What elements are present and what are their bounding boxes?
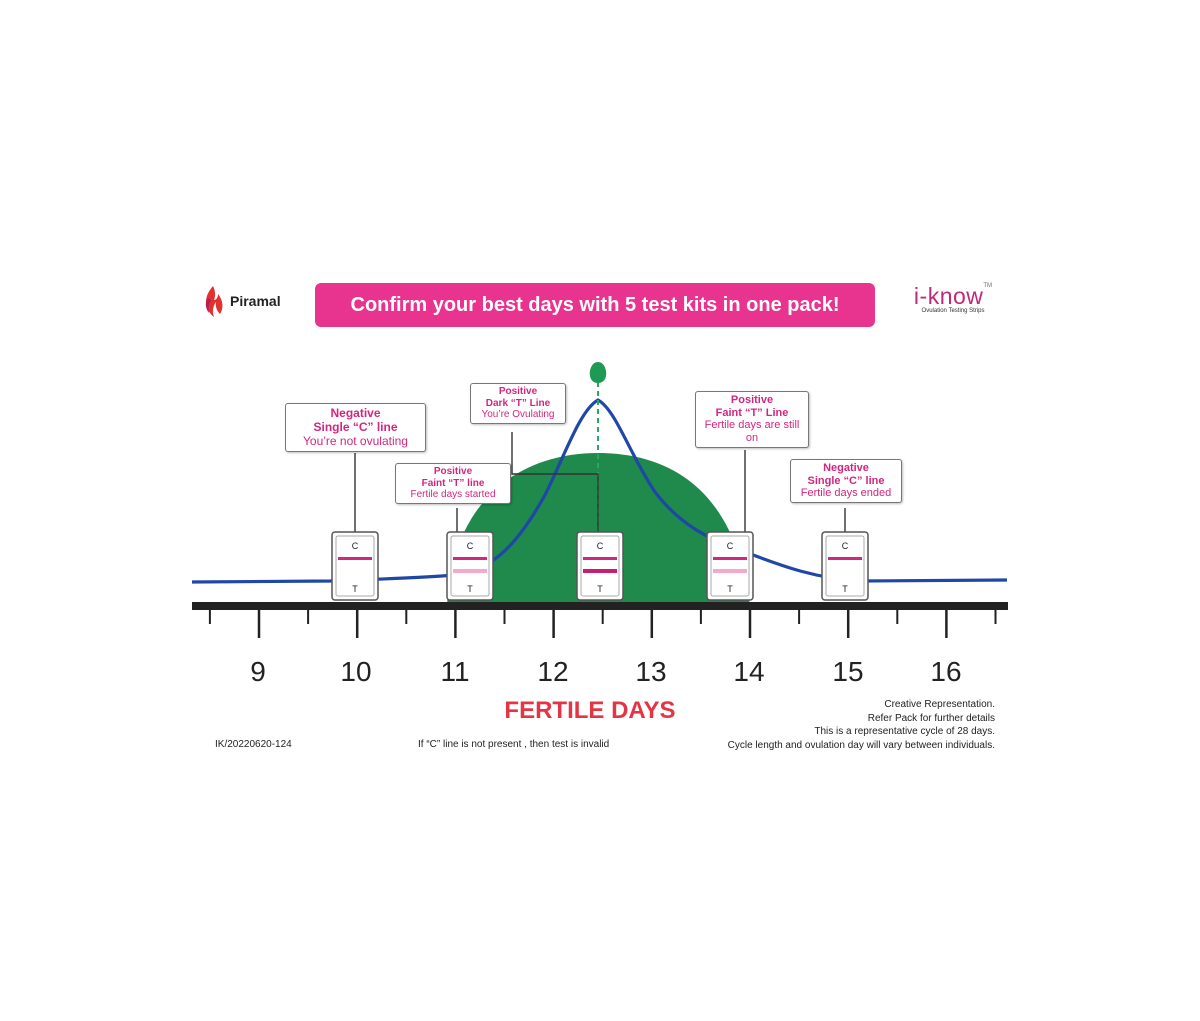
- callout-day-14: [695, 391, 809, 448]
- strip-c-label: C: [596, 541, 604, 551]
- headline-banner: Confirm your best days with 5 test kits in one pack!: [315, 283, 875, 327]
- disclaimer: [720, 698, 995, 752]
- day-label: 10: [340, 656, 372, 687]
- day-label: 15: [832, 656, 864, 687]
- timeline-ticks: [210, 610, 996, 638]
- strip-test-line: [583, 569, 617, 573]
- test-strip: [577, 532, 623, 600]
- strip-c-label: C: [841, 541, 849, 551]
- strip-control-line: [338, 557, 372, 560]
- iknow-logo: i-know: [913, 283, 984, 309]
- test-strip: [447, 532, 493, 600]
- fertile-days-title: FERTILE DAYS: [504, 697, 676, 724]
- callout-description: Fertile days are still on: [704, 419, 800, 444]
- strip-control-line: [713, 557, 747, 560]
- callout-line: Single “C” line: [313, 419, 398, 434]
- strip-t-label: T: [842, 584, 848, 594]
- callout-description: You’re Ovulating: [481, 409, 555, 420]
- reference-code: IK/20220620-124: [215, 739, 292, 750]
- strip-t-label: T: [727, 584, 733, 594]
- strip-control-line: [828, 557, 862, 560]
- callout-day-10: [285, 403, 426, 452]
- strip-test-line: [453, 569, 487, 573]
- timeline-axis: [192, 602, 1008, 610]
- day-label: 9: [250, 656, 266, 687]
- callout-status: Positive: [498, 386, 538, 397]
- callout-status: Positive: [730, 394, 774, 406]
- invalid-test-note: If “C” line is not present , then test is invalid: [418, 739, 610, 750]
- callout-line: Dark “T” Line: [485, 397, 551, 409]
- strip-control-line: [583, 557, 617, 560]
- disclaimer-line: Cycle length and ovulation day will vary between individuals.: [727, 739, 995, 751]
- disclaimer-line: This is a representative cycle of 28 days.: [814, 726, 995, 737]
- day-label: 11: [440, 656, 470, 687]
- disclaimer-line: Refer Pack for further details: [867, 712, 995, 724]
- strip-c-label: C: [726, 541, 734, 551]
- strip-test-line: [713, 569, 747, 573]
- strip-c-label: C: [466, 541, 474, 551]
- test-strip: [707, 532, 753, 600]
- strip-t-label: T: [467, 584, 473, 594]
- callout-day-11: [395, 463, 511, 504]
- callout-line: Faint “T” line: [421, 477, 485, 489]
- callout-line: Faint “T” Line: [715, 406, 789, 419]
- day-label: 14: [733, 656, 765, 687]
- day-label: 13: [635, 656, 667, 687]
- callout-status: Negative: [330, 406, 381, 420]
- piramal-name: Piramal: [230, 293, 281, 309]
- callout-description: Fertile days ended: [800, 487, 892, 500]
- callout-description: Fertile days started: [410, 489, 496, 500]
- strip-control-line: [453, 557, 487, 560]
- test-strip: [822, 532, 868, 600]
- callout-status: Positive: [433, 466, 473, 477]
- test-strip: [332, 532, 378, 600]
- callout-description: You’re not ovulating: [303, 433, 408, 448]
- egg-icon: [590, 362, 606, 383]
- day-label: 12: [537, 656, 569, 687]
- strip-c-label: C: [351, 541, 359, 551]
- iknow-subtitle: Ovulation Testing Strips: [921, 308, 985, 314]
- callout-day-15: [790, 459, 902, 503]
- callout-status: Negative: [823, 462, 869, 474]
- day-label: 16: [930, 656, 962, 687]
- disclaimer-line: Creative Representation.: [884, 699, 995, 710]
- strip-t-label: T: [597, 584, 603, 594]
- callout-line: Single “C” line: [807, 474, 885, 487]
- strip-t-label: T: [352, 584, 358, 594]
- trademark-mark: TM: [983, 283, 993, 289]
- callout-ovulation: [470, 383, 566, 424]
